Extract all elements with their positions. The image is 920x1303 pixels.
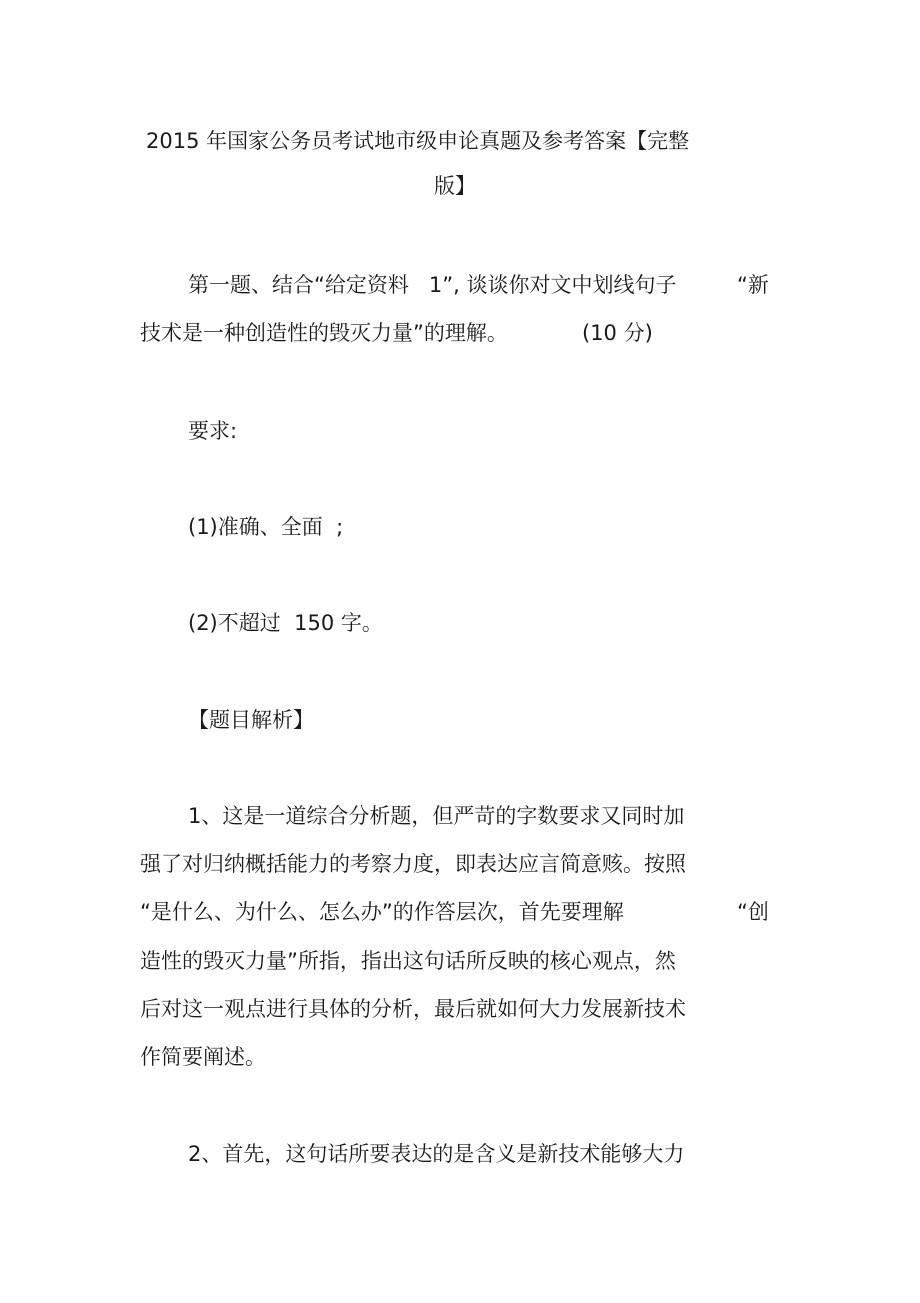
analysis-paragraph-1-line-4: 造性的毁灭力量”所指，指出这句话所反映的核心观点，然 — [140, 949, 676, 973]
question-score: (10 分) — [582, 321, 653, 345]
analysis-paragraph-1-line-5: 后对这一观点进行具体的分析，最后就如何大力发展新技术 — [140, 997, 686, 1021]
analysis-paragraph-1-line-2: 强了对归纳概括能力的考察力度，即表达应言简意赅。按照 — [140, 852, 686, 876]
document-title-line-1: 2015 年国家公务员考试地市级申论真题及参考答案【完整 — [146, 129, 690, 153]
question-text-line-1: 第一题、结合“给定资料 1”, 谈谈你对文中划线句子 — [188, 273, 677, 297]
question-text-line-2: 技术是一种创造性的毁灭力量”的理解。 — [140, 321, 508, 345]
requirement-item-2: (2)不超过 150 字。 — [188, 611, 383, 635]
question-text-line-1-end: “新 — [737, 273, 769, 297]
analysis-heading: 【题目解析】 — [188, 708, 314, 732]
analysis-paragraph-1-line-1: 1、这是一道综合分析题，但严苛的字数要求又同时加 — [188, 804, 685, 828]
requirements-heading: 要求: — [188, 419, 238, 443]
requirement-item-1: (1)准确、全面 ; — [188, 515, 344, 539]
analysis-paragraph-1-line-3: “是什么、为什么、怎么办”的作答层次，首先要理解 — [140, 900, 624, 924]
analysis-paragraph-1-line-3-end: “创 — [737, 900, 769, 924]
analysis-paragraph-2-line-1: 2、首先，这句话所要表达的是含义是新技术能够大力 — [188, 1142, 685, 1166]
analysis-paragraph-1-line-6: 作简要阐述。 — [140, 1045, 266, 1069]
document-title-line-2: 版】 — [434, 174, 476, 198]
